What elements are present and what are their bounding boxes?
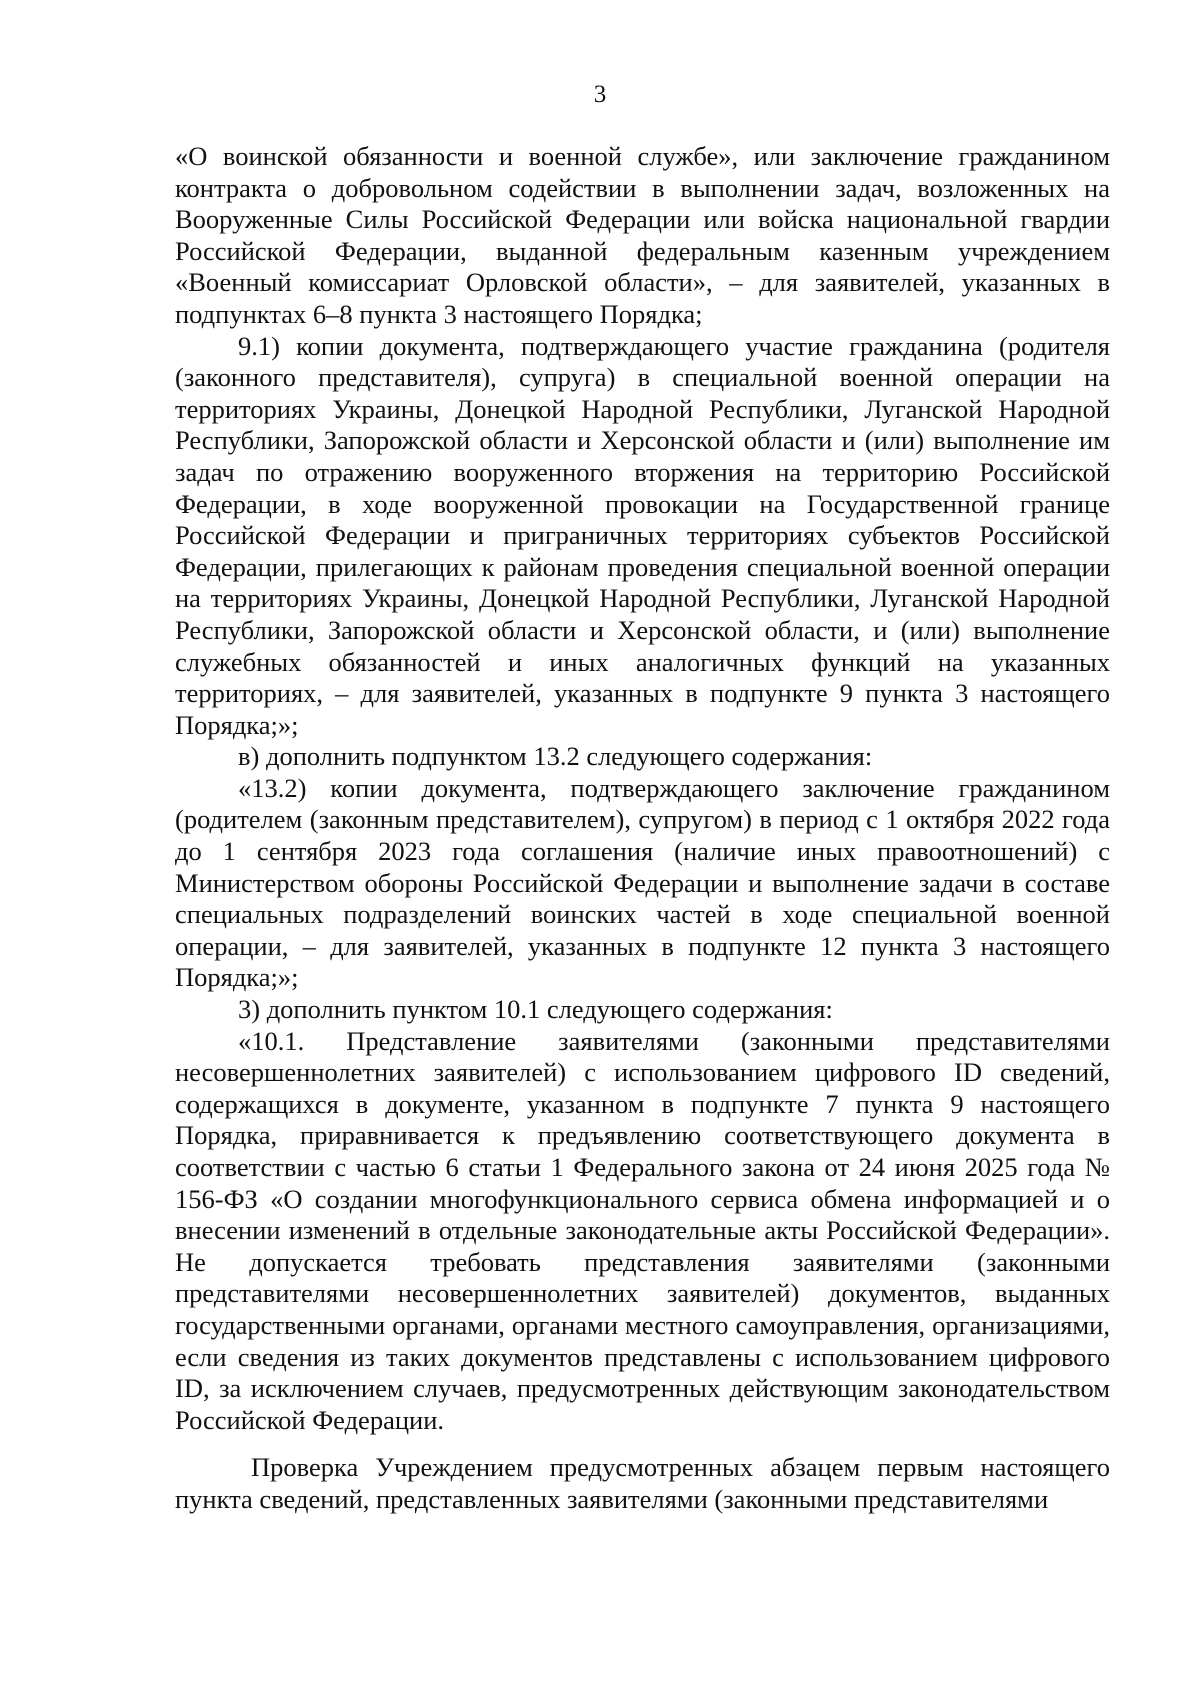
- paragraph-continuation: «О воинской обязанности и военной службе», или заключение гражданином контракта о добровольном содействии в выполнении задач, возложенных на Вооруженные Силы Российской Федерации или войска национальной гвардии Российской Федерации, выданной федеральным казенным учреждением «Военный комиссариат Орловской области», – для заявителей, указанных в подпунктах 6–8 пункта 3 настоящего Порядка;: [175, 141, 1110, 329]
- paragraph-item-3: 3) дополнить пунктом 10.1 следующего содержания:: [238, 994, 833, 1025]
- paragraph-item-v: в) дополнить подпунктом 13.2 следующего содержания:: [238, 741, 873, 772]
- paragraph-verification: Проверка Учреждением предусмотренных абзацем первым настоящего пункта сведений, представленных заявителями (законными представителями: [175, 1452, 1110, 1514]
- page-number: 3: [593, 81, 607, 108]
- paragraph-item-13-2: «13.2) копии документа, подтверждающего заключение гражданином (родителем (законным представителем), супругом) в период с 1 октября 2022 года до 1 сентября 2023 года соглашения (наличие иных правоотношений) с Министерством обороны Российской Федерации и выполнение задачи в составе специальных подразделений воинских частей в ходе специальной военной операции, – для заявителей, указанных в подпункте 12 пункта 3 настоящего Порядка;»;: [175, 772, 1110, 993]
- document-body: [175, 141, 1110, 1516]
- paragraph-item-9-1: 9.1) копии документа, подтверждающего участие гражданина (родителя (законного представителя), супруга) в специальной военной операции на территориях Украины, Донецкой Народной Республики, Луганской Народной Республики, Запорожской области и Херсонской области и (или) выполнение им задач по отражению вооруженного вторжения на территорию Российской Федерации, в ходе вооруженной провокации на Государственной границе Российской Федерации и приграничных территориях субъектов Российской Федерации, прилегающих к районам проведения специальной военной операции на территориях Украины, Донецкой Народной Республики, Луганской Народной Республики, Запорожской области и Херсонской области, и (или) выполнение служебных обязанностей и иных аналогичных функций на указанных территориях, – для заявителей, указанных в подпункте 9 пункта 3 настоящего Порядка;»;: [175, 330, 1110, 740]
- paragraph-item-10-1: «10.1. Представление заявителями (законными представителями несовершеннолетних заявителей) с использованием цифрового ID сведений, содержащихся в документе, указанном в подпункте 7 пункта 9 настоящего Порядка, приравнивается к предъявлению соответствующего документа в соответствии с частью 6 статьи 1 Федерального закона от 24 июня 2025 года № 156-ФЗ «О создании многофункционального сервиса обмена информацией и о внесении изменений в отдельные законодательные акты Российской Федерации». Не допускается требовать представления заявителями (законными представителями несовершеннолетних заявителей) документов, выданных государственными органами, органами местного самоуправления, организациями, если сведения из таких документов представлены с использованием цифрового ID, за исключением случаев, предусмотренных действующим законодательством Российской Федерации.: [175, 1025, 1110, 1435]
